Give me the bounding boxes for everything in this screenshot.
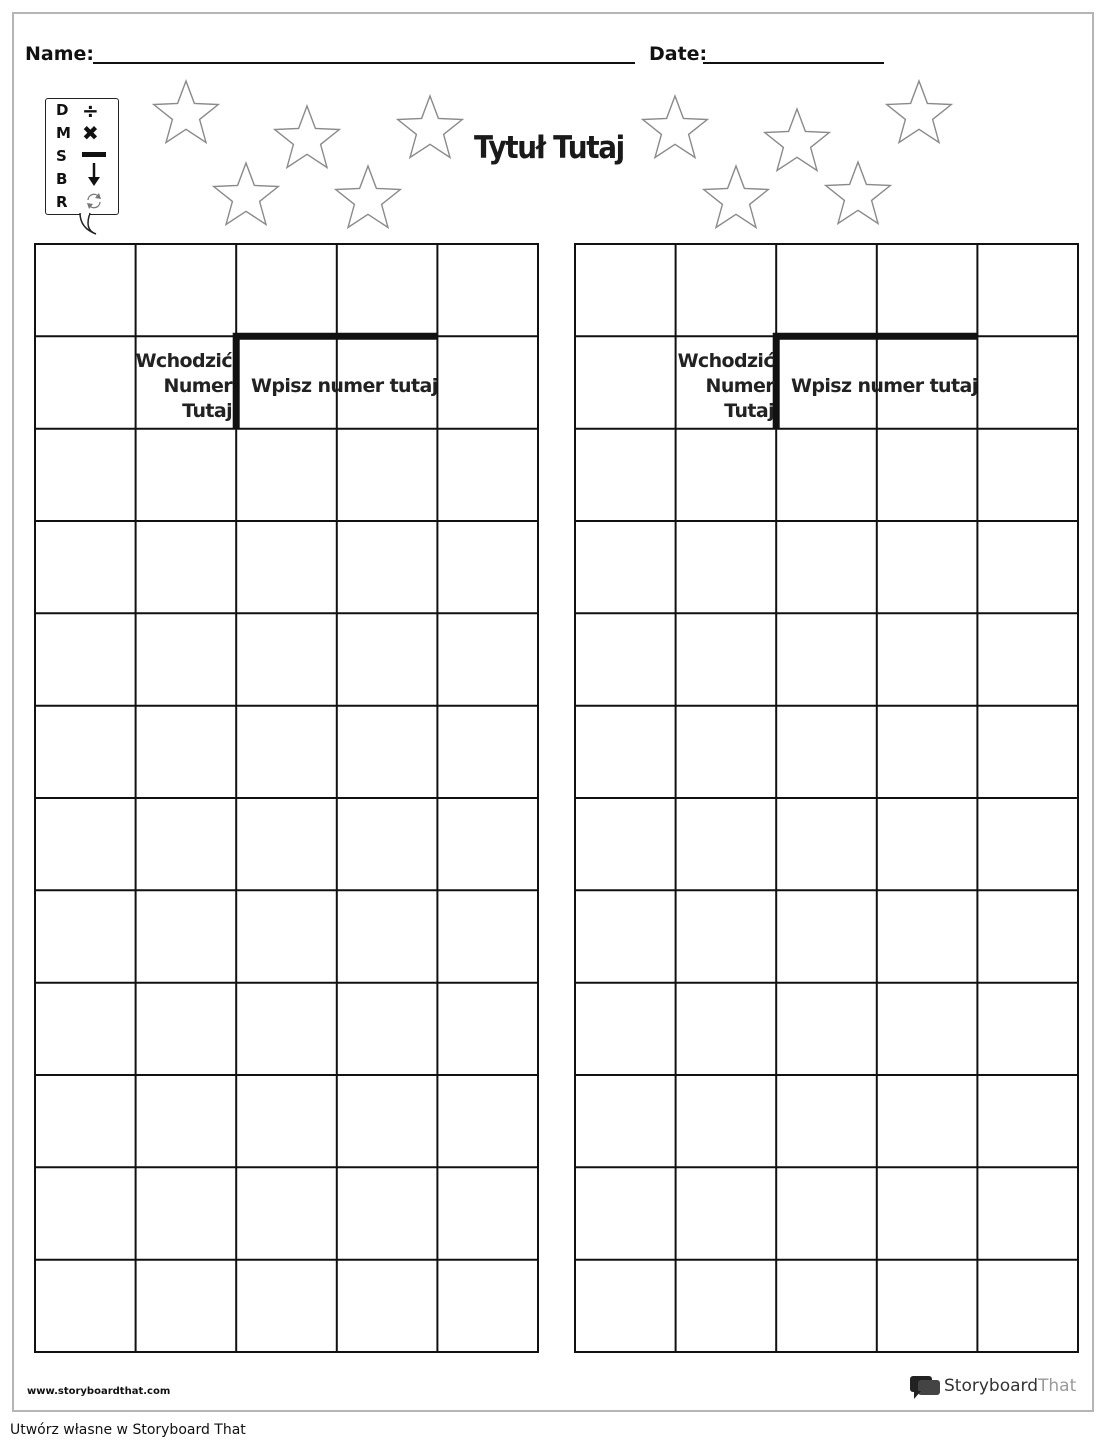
- divide-icon: ÷: [82, 99, 99, 123]
- right-divisor-label: Wpisz numer tutaj: [791, 375, 978, 397]
- speech-bubble-tail: [72, 212, 102, 238]
- subtract-icon: [82, 151, 106, 159]
- logo-text-part1: Storyboard: [944, 1376, 1038, 1396]
- left-division-grid: [34, 243, 539, 1353]
- right-dividend-line-2: Numer: [705, 375, 774, 397]
- website-url: www.storyboardthat.com: [27, 1386, 171, 1397]
- bring-down-icon: [88, 163, 100, 187]
- left-dividend-line-3: Tutaj: [182, 400, 232, 422]
- repeat-icon: [84, 191, 104, 211]
- star-icon: [154, 81, 219, 143]
- storyboardthat-logo-icon: [908, 1373, 942, 1401]
- star-icon: [214, 163, 279, 225]
- logo-text-part2: That: [1038, 1376, 1077, 1396]
- left-grid-lines: [34, 243, 539, 1353]
- date-label: Date:: [649, 43, 708, 65]
- ops-letter-s: S: [56, 147, 67, 165]
- left-dividend-label: [122, 349, 232, 424]
- star-icon: [398, 96, 463, 158]
- left-dividend-line-1: Wchodzić: [135, 350, 232, 372]
- ops-letter-r: R: [56, 193, 68, 211]
- right-dividend-line-1: Wchodzić: [677, 350, 774, 372]
- storyboardthat-logo-text: [944, 1376, 1076, 1396]
- left-dividend-line-2: Numer: [163, 375, 232, 397]
- right-division-grid: [574, 243, 1079, 1353]
- left-divisor-label: Wpisz numer tutaj: [251, 375, 438, 397]
- name-label: Name:: [25, 43, 95, 65]
- star-icon: [704, 166, 769, 228]
- star-icon: [336, 166, 401, 228]
- ops-letter-b: B: [56, 170, 68, 188]
- star-icon: [275, 106, 340, 168]
- operations-key: [45, 98, 119, 215]
- multiply-icon: ✖: [82, 121, 99, 145]
- page-title: Tytuł Tutaj: [474, 130, 624, 166]
- star-icon: [765, 109, 830, 171]
- star-icon: [643, 96, 708, 158]
- ops-letter-d: D: [56, 101, 69, 119]
- star-icon: [826, 162, 891, 224]
- right-dividend-label: [664, 349, 774, 424]
- footer-caption: Utwórz własne w Storyboard That: [10, 1422, 246, 1438]
- star-icon: [887, 81, 952, 143]
- right-dividend-line-3: Tutaj: [724, 400, 774, 422]
- right-grid-lines: [574, 243, 1079, 1353]
- ops-letter-m: M: [56, 124, 71, 142]
